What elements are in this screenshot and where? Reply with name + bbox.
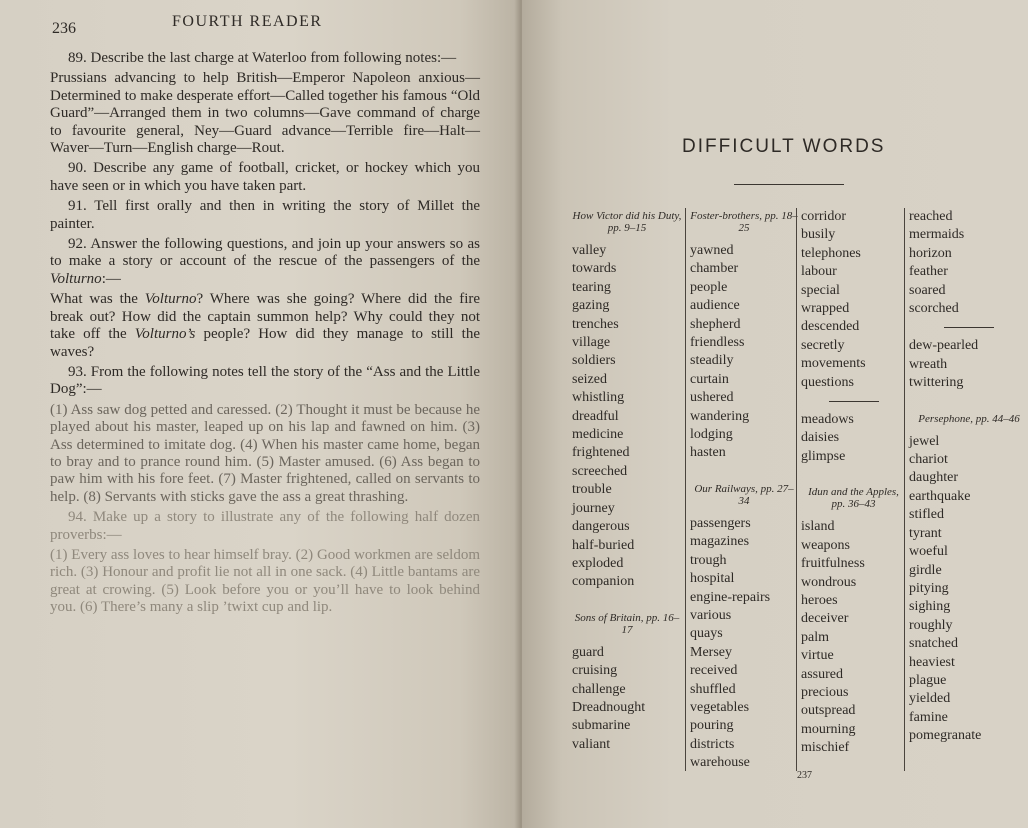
glossary-word: shuffled — [690, 681, 736, 697]
section-title: How Victor did his Duty, pp. 9–15 — [572, 210, 682, 234]
glossary-word: ushered — [690, 390, 734, 406]
glossary-word: pitying — [909, 580, 949, 596]
glossary-word: medicine — [572, 427, 624, 443]
glossary-word: busily — [801, 227, 836, 243]
glossary-word: soared — [909, 282, 946, 298]
glossary-word: twittering — [909, 375, 964, 391]
word-list — [801, 411, 906, 466]
glossary-word: hospital — [690, 571, 735, 587]
glossary-word: trough — [690, 552, 727, 568]
section-divider — [944, 327, 994, 328]
glossary-word: mischief — [801, 740, 850, 756]
glossary-word: submarine — [572, 718, 631, 734]
glossary-word: valiant — [572, 736, 611, 752]
exercise-93: 93. From the following notes tell the story of the “Ass and the Little Dog”:— — [50, 363, 480, 398]
glossary-word: outspread — [801, 703, 856, 719]
glossary-word: wandering — [690, 408, 750, 424]
glossary-word: friendless — [690, 335, 745, 351]
word-list — [801, 518, 906, 757]
glossary-word: deceiver — [801, 611, 849, 627]
glossary-word: village — [572, 335, 611, 351]
glossary-word: people — [690, 279, 728, 295]
glossary-word: roughly — [909, 617, 953, 633]
glossary-word: whistling — [572, 390, 625, 406]
glossary-word: screeched — [572, 463, 628, 479]
glossary-word: island — [801, 519, 835, 535]
exercise-89-notes: Prussians advancing to help British—Emperor Napoleon anxious—Determined to make desperate effort—Called together his famous “Old Guard”—Arranged them in two columns—Gave command of charge to favourite general, Ney—Guard advance—Terrible fire—Halt—Waver—Turn—English charge—Rout. — [50, 70, 480, 157]
glossary-word: chariot — [909, 452, 948, 468]
glossary-word: received — [690, 663, 738, 679]
word-column-1 — [572, 208, 682, 754]
glossary-word: frightened — [572, 445, 630, 461]
exercise-92: 92. Answer the following questions, and join up your answers so as to make a story or account of the rescue of the passengers of the Volturno:— — [50, 236, 480, 287]
section-title: Sons of Britain, pp. 16–17 — [574, 611, 680, 636]
word-list — [909, 208, 1028, 318]
glossary-word: districts — [690, 736, 735, 752]
section-title: Our Railways, pp. 27–34 — [694, 482, 794, 507]
glossary-word: questions — [801, 374, 854, 390]
glossary-word: trouble — [572, 482, 612, 498]
word-list — [909, 337, 1028, 392]
glossary-word: cruising — [572, 663, 618, 679]
glossary-word: special — [801, 282, 840, 298]
glossary-word: hasten — [690, 445, 726, 461]
glossary-word: half-buried — [572, 537, 635, 553]
glossary-word: yawned — [690, 243, 734, 258]
glossary-word: audience — [690, 298, 740, 314]
glossary-word: vegetables — [690, 699, 750, 715]
glossary-word: meadows — [801, 412, 854, 428]
glossary-word: pomegranate — [909, 728, 982, 744]
glossary-word: dreadful — [572, 408, 619, 424]
glossary-word: daisies — [801, 430, 840, 446]
glossary-word: lodging — [690, 427, 733, 443]
word-list — [690, 515, 798, 773]
glossary-word: curtain — [690, 371, 729, 387]
word-list — [909, 433, 1028, 746]
glossary-word: daughter — [909, 470, 958, 486]
section-title: Persephone, pp. 44–46 — [918, 412, 1020, 425]
section-title: Foster-brothers, pp. 18–25 — [690, 210, 798, 234]
word-column-4 — [904, 208, 1028, 771]
glossary-word: Mersey — [690, 644, 732, 660]
glossary-word: feather — [909, 264, 948, 280]
glossary-word: challenge — [572, 681, 626, 697]
glossary-word: dew-pearled — [909, 338, 979, 354]
glossary-word: precious — [801, 684, 849, 700]
glossary-word: heroes — [801, 592, 838, 608]
word-list — [690, 242, 798, 463]
glossary-word: companion — [572, 574, 635, 590]
glossary-word: horizon — [909, 245, 952, 261]
glossary-word: movements — [801, 356, 866, 372]
glossary-word: wondrous — [801, 574, 857, 590]
glossary-word: jewel — [909, 433, 940, 449]
word-list — [572, 242, 682, 592]
word-column-3 — [796, 208, 906, 771]
right-page — [522, 0, 1028, 828]
glossary-word: various — [690, 607, 732, 623]
exercise-93-notes: (1) Ass saw dog petted and caressed. (2) Thought it must be because he played about his master, leaped up on his lap and fawned on him. (3) Ass determined to imitate dog. (4) When his master came home, began to bray and to prance round him. (5) Master amused. (6) Ass began to paw him with his fore feet. (7) Master frightened, called on servants to help. (8) Servants with sticks gave the ass a great thrashing. — [50, 401, 480, 505]
glossary-word: woeful — [909, 544, 948, 560]
glossary-word: reached — [909, 209, 953, 224]
glossary-word: famine — [909, 709, 948, 725]
glossary-word: shepherd — [690, 316, 741, 332]
glossary-word: heaviest — [909, 654, 955, 670]
glossary-word: telephones — [801, 245, 861, 261]
glossary-word: tearing — [572, 279, 611, 295]
glossary-word: seized — [572, 371, 607, 387]
glossary-word: engine-repairs — [690, 589, 771, 605]
heading-rule — [734, 184, 844, 185]
glossary-word: steadily — [690, 353, 734, 369]
exercise-90: 90. Describe any game of football, cricket, or hockey which you have seen or in which you have taken part. — [50, 160, 480, 194]
page-number-left: 236 — [52, 20, 76, 37]
glossary-word: secretly — [801, 337, 845, 353]
glossary-word: Dreadnought — [572, 699, 646, 715]
glossary-word: assured — [801, 666, 843, 682]
glossary-word: fruitfulness — [801, 556, 865, 572]
page-number-right: 237 — [797, 770, 812, 781]
glossary-word: guard — [572, 644, 604, 660]
glossary-word: mourning — [801, 721, 856, 737]
glossary-word: plague — [909, 672, 947, 688]
glossary-word: snatched — [909, 636, 958, 652]
glossary-word: exploded — [572, 555, 624, 571]
glossary-word: wreath — [909, 356, 948, 372]
exercises — [50, 50, 480, 620]
word-list — [801, 208, 906, 392]
glossary-word: warehouse — [690, 755, 750, 771]
glossary-word: labour — [801, 264, 837, 280]
exercise-89: 89. Describe the last charge at Waterloo from following notes:— — [68, 50, 457, 66]
exercise-94-proverbs: (1) Every ass loves to hear himself bray. (2) Good workmen are seldom rich. (3) Honour and profit lie not all in one sack. (4) Little bantams are great at crowing. (5) Look before you or you’ll have to look behind you. (6) There’s many a slip ’twixt cup and lip. — [50, 546, 480, 616]
glossary-word: scorched — [909, 301, 959, 317]
exercise-91: 91. Tell first orally and then in writing the story of Millet the painter. — [50, 198, 480, 232]
word-list — [572, 644, 682, 754]
glossary-word: tyrant — [909, 525, 942, 541]
word-column-2 — [685, 208, 798, 771]
glossary-word: descended — [801, 319, 860, 335]
section-divider — [829, 401, 879, 402]
glossary-word: magazines — [690, 534, 750, 550]
glossary-word: dangerous — [572, 519, 630, 535]
glossary-word: virtue — [801, 648, 834, 664]
glossary-word: soldiers — [572, 353, 616, 369]
glossary-word: passengers — [690, 515, 751, 531]
glossary-word: yielded — [909, 691, 951, 707]
glossary-word: trenches — [572, 316, 619, 332]
glossary-word: pouring — [690, 718, 734, 734]
glossary-word: weapons — [801, 537, 850, 553]
glossary-word: earthquake — [909, 488, 971, 504]
glossary-word: glimpse — [801, 448, 846, 464]
glossary-word: quays — [690, 626, 723, 642]
exercise-92-questions: What was the Volturno? Where was she going? Where did the fire break out? How did the captain summon help? Why could they not take off the Volturno’s people? How did they manage to still the waves? — [50, 291, 481, 360]
glossary-word: gazing — [572, 298, 610, 314]
glossary-word: palm — [801, 629, 829, 645]
glossary-word: wrapped — [801, 301, 850, 317]
glossary-word: girdle — [909, 562, 942, 578]
glossary-word: journey — [572, 500, 615, 516]
glossary-word: chamber — [690, 261, 739, 277]
running-head: FOURTH READER — [172, 13, 323, 30]
glossary-word: mermaids — [909, 227, 965, 243]
exercise-94: 94. Make up a story to illustrate any of the following half dozen proverbs:— — [50, 509, 480, 543]
glossary-heading: DIFFICULT WORDS — [682, 136, 886, 157]
glossary-word: corridor — [801, 209, 847, 224]
glossary-word: stifled — [909, 507, 944, 523]
glossary-word: towards — [572, 261, 617, 277]
glossary-word: valley — [572, 243, 607, 258]
glossary-word: sighing — [909, 599, 951, 615]
section-title: Idun and the Apples, pp. 36–43 — [808, 486, 899, 511]
